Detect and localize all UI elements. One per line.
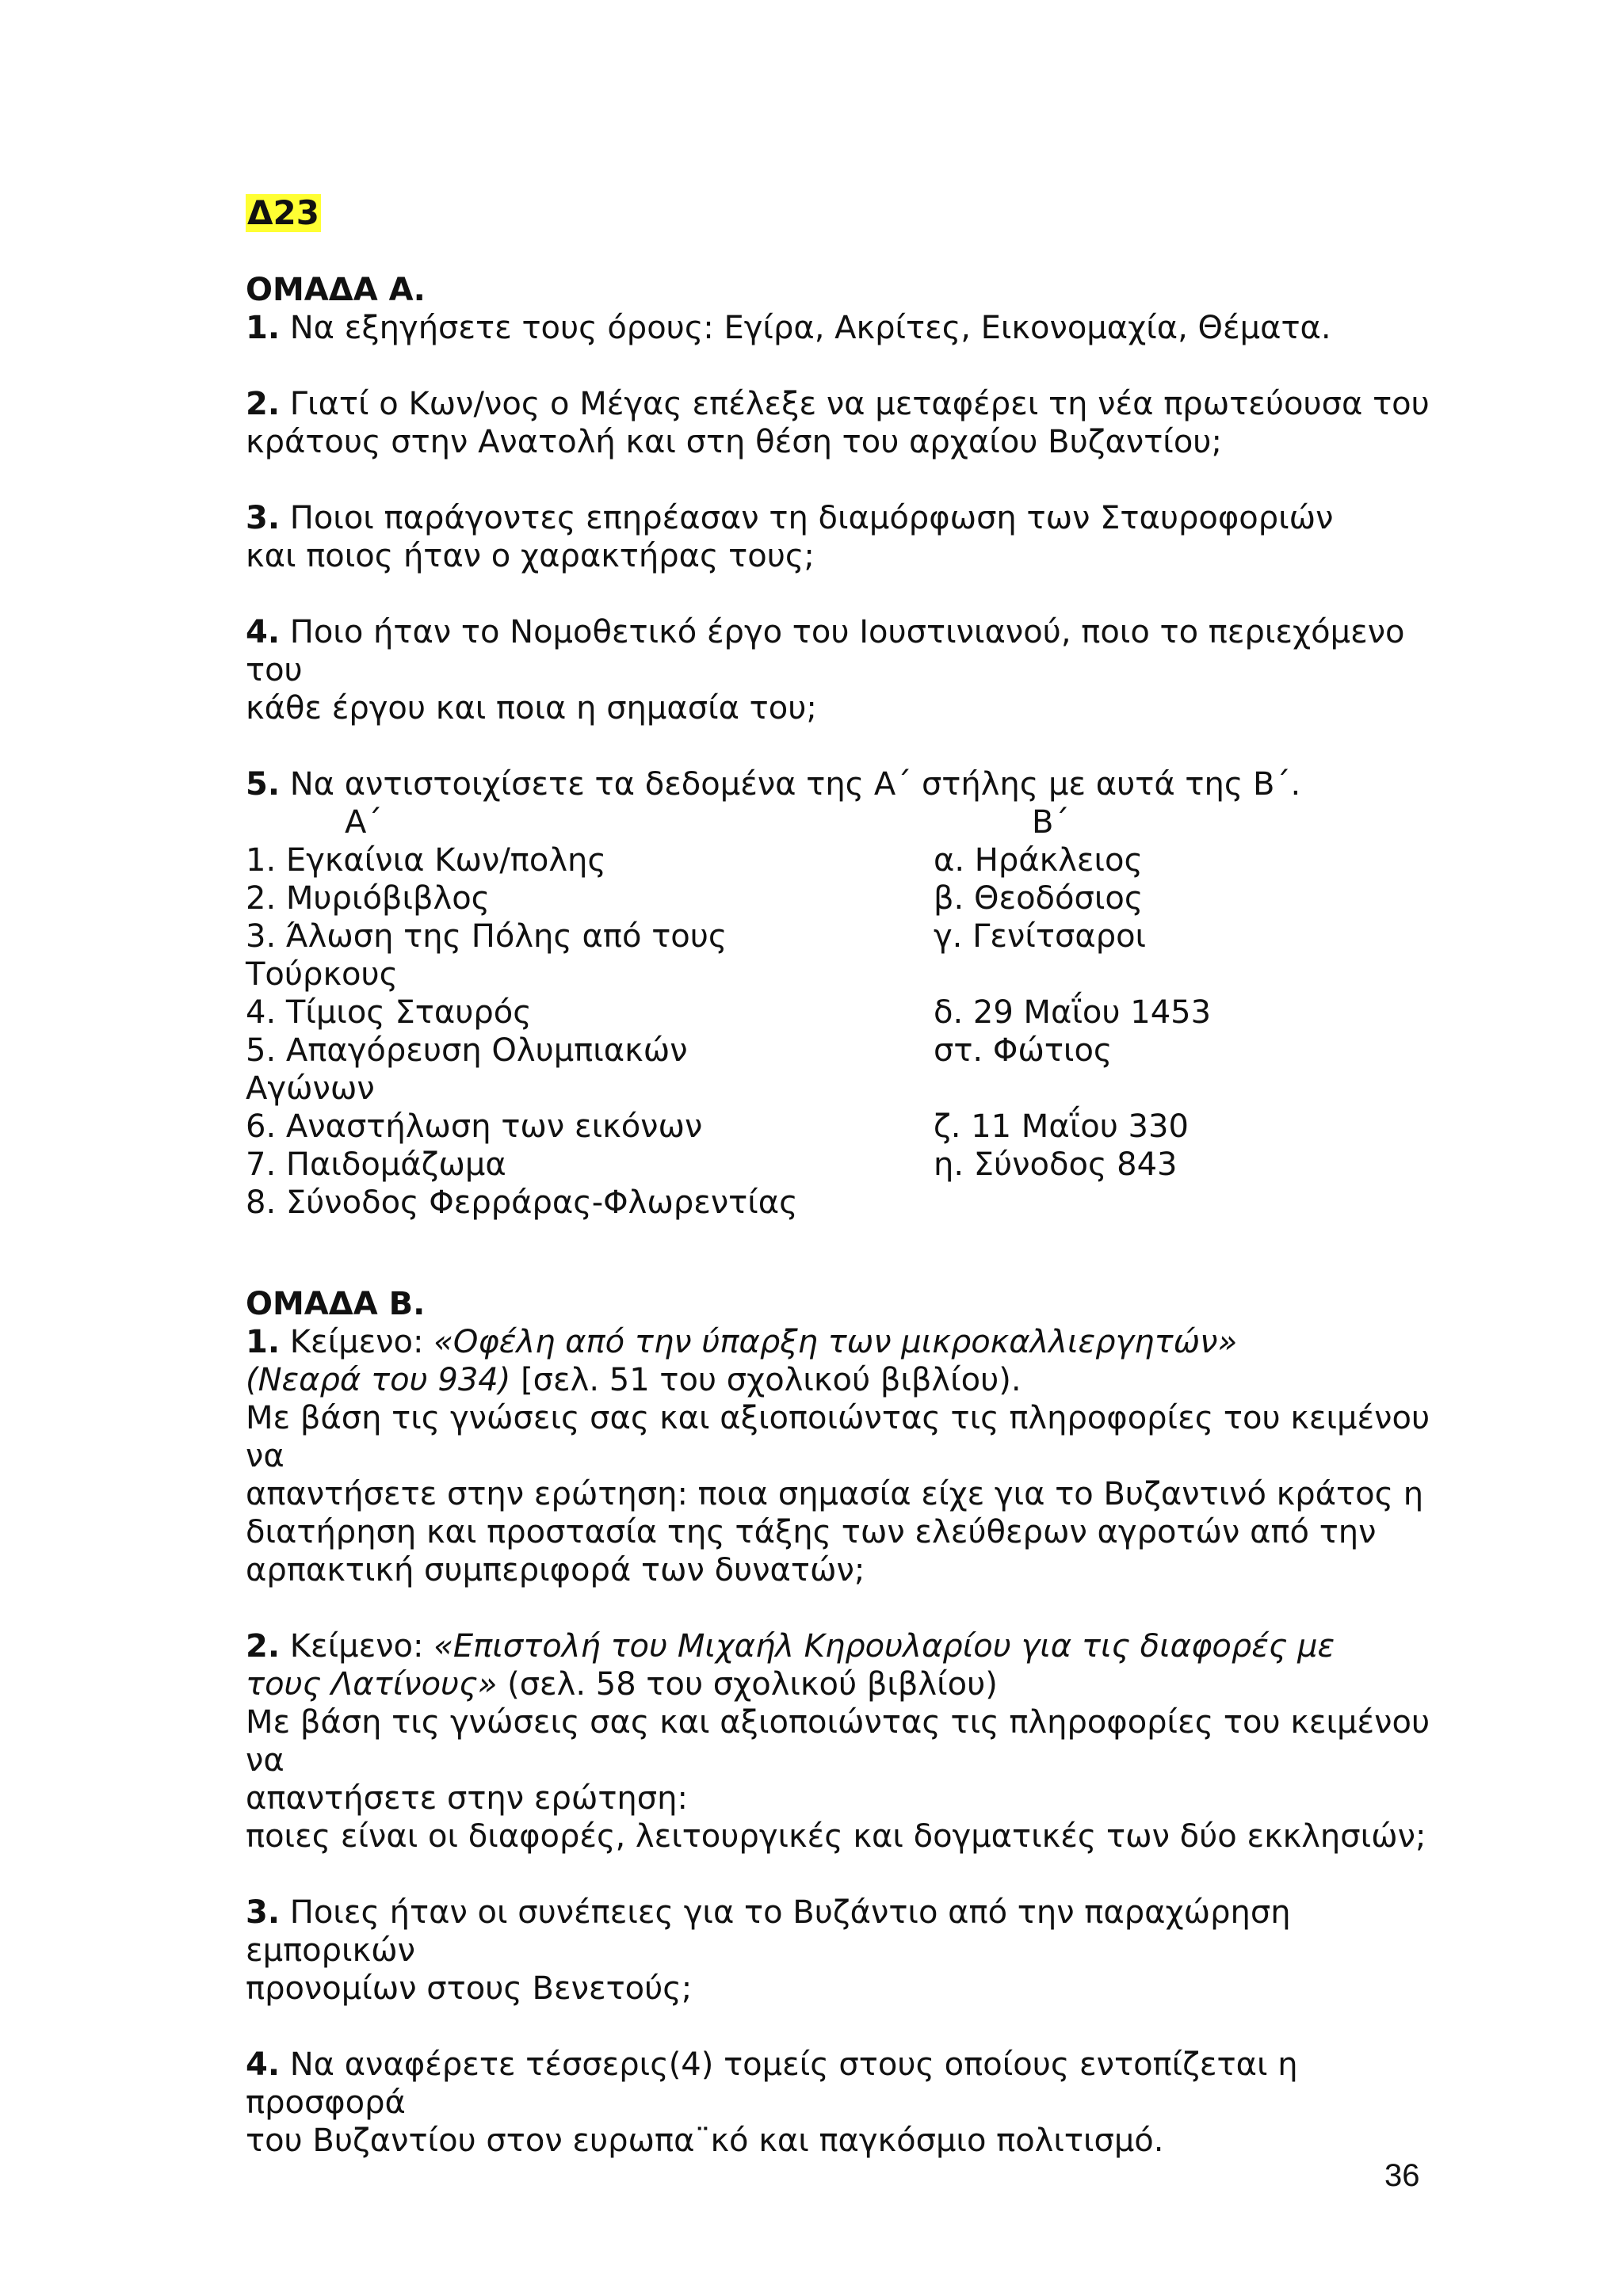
question-text-continued: κάθε έργου και ποια η σημασία του;: [246, 690, 817, 727]
column-b-item: ζ. 11 Μαΐου 330: [934, 1108, 1189, 1145]
question-number: 5.: [246, 766, 281, 803]
group-b-question-1: [246, 1323, 1434, 1589]
question-text: διατήρηση και προστασία της τάξης των ελεύθερων αγροτών από την: [246, 1514, 1377, 1550]
question-text-continued: κράτους στην Ανατολή και στη θέση του αρχαίου Βυζαντίου;: [246, 424, 1222, 460]
text-title: «Οφέλη από την ύπαρξη των μικροκαλλιεργητών»: [433, 1324, 1238, 1360]
question-text: Να εξηγήσετε τους όρους: Εγίρα, Ακρίτες, Εικονομαχία, Θέματα.: [280, 310, 1331, 346]
group-b-title: ΟΜΑΔΑ Β.: [246, 1286, 426, 1322]
column-a-item: 3. Άλωση της Πόλης από τους: [246, 918, 727, 955]
group-a-title: ΟΜΑΔΑ Α.: [246, 272, 426, 308]
question-number: 4.: [246, 2046, 281, 2083]
question-text-continued: και ποιος ήταν ο χαρακτήρας τους;: [246, 538, 815, 574]
section-tag-row: [246, 194, 1434, 233]
text-title-continued: τους Λατίνους»: [246, 1666, 498, 1703]
column-b: [934, 841, 1409, 1222]
question-text: αρπακτική συμπεριφορά των δυνατών;: [246, 1552, 865, 1589]
section-tag: Δ23: [247, 193, 319, 232]
question-text: Με βάση τις γνώσεις σας και αξιοποιώντας τις πληροφορίες του κειμένου να: [246, 1704, 1430, 1779]
question-number: 2.: [246, 1628, 281, 1665]
question-text: ποιες είναι οι διαφορές, λειτουργικές και δογματικές των δύο εκκλησιών;: [246, 1818, 1426, 1855]
question-text: Ποιο ήταν το Νομοθετικό έργο του Ιουστινιανού, ποιο το περιεχόμενο του: [246, 614, 1405, 688]
question-number: 2.: [246, 386, 281, 422]
question-number: 3.: [246, 500, 281, 536]
column-b-item: δ. 29 Μαΐου 1453: [934, 994, 1212, 1031]
question-text: Ποιες ήταν οι συνέπειες για το Βυζάντιο από την παραχώρηση εμπορικών: [246, 1894, 1291, 1969]
column-a-item: 5. Απαγόρευση Ολυμπιακών: [246, 1032, 688, 1069]
text-label: Κείμενο:: [280, 1628, 434, 1665]
group-b-question-4: [246, 2046, 1434, 2160]
question-text-continued: του Βυζαντίου στον ευρωπα¨κό και παγκόσμιο πολιτισμό.: [246, 2122, 1164, 2159]
text-title: «Επιστολή του Μιχαήλ Κηρουλαρίου για τις διαφορές με: [433, 1628, 1335, 1665]
group-a-question-2: [246, 385, 1434, 461]
question-text: απαντήσετε στην ερώτηση:: [246, 1780, 688, 1817]
question-text: Να αναφέρετε τέσσερις(4) τομείς στους οποίους εντοπίζεται η προσφορά: [246, 2046, 1298, 2121]
column-b-item: [934, 1070, 1409, 1108]
column-b-item: α. Ηράκλειος: [934, 842, 1143, 879]
column-b-item: [934, 1184, 1409, 1222]
group-b-question-3: [246, 1894, 1434, 2008]
column-a-item: 4. Τίμιος Σταυρός: [246, 994, 532, 1031]
column-a-item: 6. Αναστήλωση των εικόνων: [246, 1108, 703, 1145]
column-b-header: Β΄: [1032, 804, 1070, 841]
group-a-question-3: [246, 499, 1434, 575]
group-a-question-1: [246, 309, 1434, 347]
question-text: Ποιοι παράγοντες επηρέασαν τη διαμόρφωση των Σταυροφοριών: [280, 500, 1334, 536]
question-text-continued: προνομίων στους Βενετούς;: [246, 1970, 693, 2007]
text-label: Κείμενο:: [280, 1324, 434, 1360]
question-text: Να αντιστοιχίσετε τα δεδομένα της Α΄ στήλης με αυτά της Β΄.: [280, 766, 1301, 803]
question-text: απαντήσετε στην ερώτηση: ποια σημασία είχε για το Βυζαντινό κράτος η: [246, 1476, 1424, 1512]
group-a-question-4: [246, 613, 1434, 727]
column-a-item: 2. Μυριόβιβλος: [246, 880, 491, 917]
column-a-item: Αγώνων: [246, 1070, 375, 1107]
group-a-question-5: [246, 765, 1434, 1221]
page-number: 36: [1384, 2158, 1420, 2193]
column-a-item: 1. Εγκαίνια Κων/πολης: [246, 842, 606, 879]
column-b-item: η. Σύνοδος 843: [934, 1146, 1178, 1183]
question-number: 1.: [246, 1324, 281, 1360]
text-source-reference: (σελ. 58 του σχολικού βιβλίου): [497, 1666, 998, 1703]
question-text: Με βάση τις γνώσεις σας και αξιοποιώντας τις πληροφορίες του κειμένου να: [246, 1400, 1430, 1474]
question-number: 1.: [246, 310, 281, 346]
question-number: 4.: [246, 614, 281, 650]
question-number: 3.: [246, 1894, 281, 1931]
text-source: (Νεαρά του 934): [246, 1362, 511, 1398]
worksheet: [246, 194, 1434, 2160]
column-b-item: [934, 955, 1409, 994]
group-b-question-2: [246, 1627, 1434, 1855]
matching-table: [246, 803, 1434, 1221]
column-b-item: β. Θεοδόσιος: [934, 880, 1144, 917]
column-a: [246, 841, 798, 1222]
column-a-header: Α΄: [345, 804, 383, 841]
column-a-item: Τούρκους: [246, 956, 399, 993]
column-a-item: 7. Παιδομάζωμα: [246, 1146, 506, 1183]
column-b-item: γ. Γενίτσαροι: [934, 918, 1147, 955]
question-text: Γιατί ο Κων/νος ο Μέγας επέλεξε να μεταφέρει τη νέα πρωτεύουσα του: [280, 386, 1430, 422]
column-b-item: στ. Φώτιος: [934, 1032, 1113, 1069]
text-source-reference: [σελ. 51 του σχολικού βιβλίου).: [510, 1362, 1022, 1398]
column-a-item: 8. Σύνοδος Φερράρας-Φλωρεντίας: [246, 1184, 798, 1221]
